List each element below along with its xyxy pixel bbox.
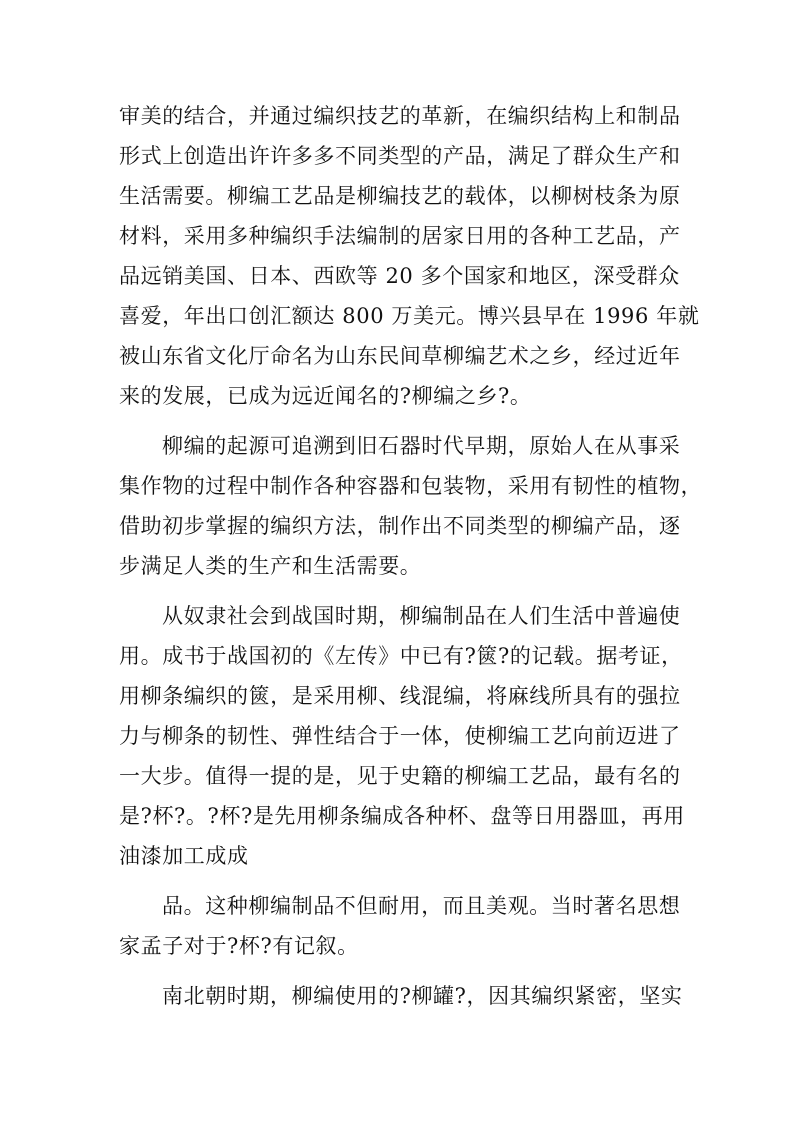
text-line: 品远销美国、日本、西欧等 20 多个国家和地区，深受群众 bbox=[119, 264, 680, 288]
text-line: 是?杯?。?杯?是先用柳条编成各种杯、盘等日用器皿，再用 bbox=[119, 804, 685, 828]
text-line: 家孟子对于?杯?有记叙。 bbox=[119, 934, 359, 958]
text-line: 生活需要。柳编工艺品是柳编技艺的载体，以柳树枝条为原 bbox=[119, 184, 681, 208]
text-line: 被山东省文化厅命名为山东民间草柳编艺术之乡，经过近年 bbox=[119, 344, 681, 368]
text-line: 集作物的过程中制作各种容器和包装物，采用有韧性的植物， bbox=[119, 474, 703, 498]
text-line: 油漆加工成成 bbox=[119, 844, 249, 868]
paragraph-first-line: 从奴隶社会到战国时期，柳编制品在人们生活中普遍使 bbox=[162, 604, 681, 628]
text-line: 来的发展，已成为远近闻名的?柳编之乡?。 bbox=[119, 384, 532, 408]
text-line: 审美的结合，并通过编织技艺的革新，在编织结构上和制品 bbox=[119, 104, 681, 128]
text-line: 形式上创造出许许多多不同类型的产品，满足了群众生产和 bbox=[119, 144, 681, 168]
text-line: 材料，采用多种编织手法编制的居家日用的各种工艺品，产 bbox=[119, 224, 681, 248]
text-line: 借助初步掌握的编织方法，制作出不同类型的柳编产品，逐 bbox=[119, 514, 681, 538]
text-line: 一大步。值得一提的是，见于史籍的柳编工艺品，最有名的 bbox=[119, 764, 681, 788]
paragraph-first-line: 柳编的起源可追溯到旧石器时代早期，原始人在从事采 bbox=[162, 434, 681, 458]
paragraph-first-line: 南北朝时期，柳编使用的?柳罐?，因其编织紧密，坚实 bbox=[162, 984, 683, 1008]
paragraph-first-line: 品。这种柳编制品不但耐用，而且美观。当时著名思想 bbox=[162, 894, 681, 918]
text-line: 用。成书于战国初的《左传》中已有?篋?的记载。据考证， bbox=[119, 644, 683, 668]
text-line: 用柳条编织的篋，是采用柳、线混编，将麻线所具有的强拉 bbox=[119, 684, 681, 708]
text-line: 步满足人类的生产和生活需要。 bbox=[119, 554, 422, 578]
text-line: 力与柳条的韧性、弹性结合于一体，使柳编工艺向前迈进了 bbox=[119, 724, 681, 748]
text-line: 喜爱，年出口创汇额达 800 万美元。博兴县早在 1996 年就 bbox=[119, 304, 700, 328]
